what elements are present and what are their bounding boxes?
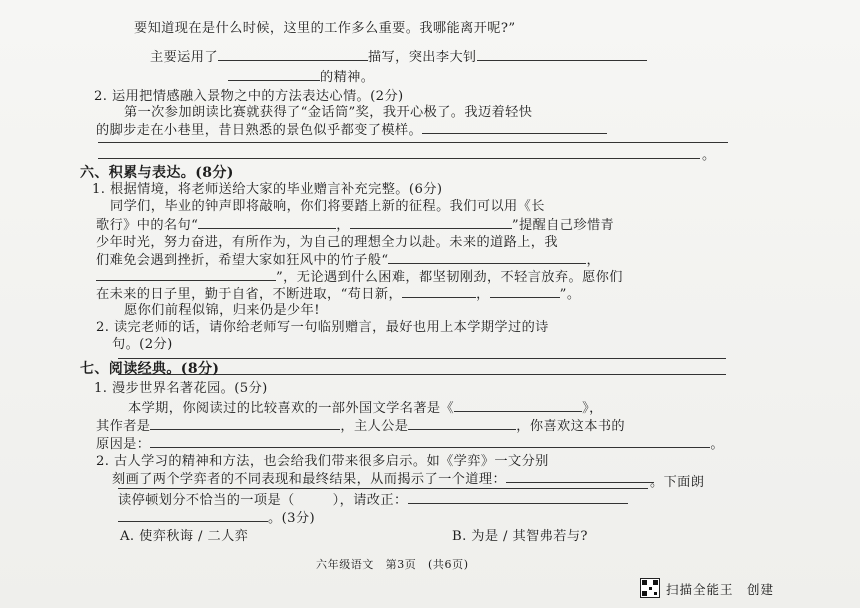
answer-line[interactable] (98, 158, 700, 159)
answer-line[interactable] (118, 358, 726, 359)
passage-line: 在未来的日子里，勤于自省，不断进取，“苟日新， ， ”。 (96, 287, 581, 302)
answer-blank[interactable] (506, 470, 654, 483)
passage-line: 们难免会遇到挫折，希望大家如狂风中的竹子般“ ， (96, 253, 601, 268)
answer-blank[interactable] (422, 121, 607, 134)
answer-blank[interactable] (350, 216, 512, 229)
section-6-title: 六、积累与表达。(8分) (80, 165, 234, 181)
answer-line[interactable] (98, 142, 728, 143)
passage-line: 歌行》中的名句“ ， ”提醒自己珍惜青 (96, 218, 615, 233)
passage-line: 愿你们前程似锦，归来仍是少年! (124, 303, 320, 318)
answer-blank[interactable] (198, 216, 336, 229)
passage-line: 原因是： 。 (96, 437, 724, 452)
answer-blank[interactable] (118, 509, 268, 522)
answer-blank[interactable] (408, 491, 628, 504)
passage-line: 本学期，你阅读过的比较喜欢的一部外国文学名著是《 》， (128, 401, 603, 416)
passage-line: 读停顿划分不恰当的一项是（ ），请改正： (118, 491, 628, 510)
passage-line: 刻画了两个学弈者的不同表现和最终结果，从而揭示了一个道理： (112, 470, 654, 489)
section-7-title: 七、阅读经典。(8分) (80, 361, 220, 377)
page-footer: 六年级语文 第3页 (共6页) (316, 558, 469, 571)
question-2: 2. 运用把情感融入景物之中的方法表达心情。(2分) (94, 89, 404, 104)
passage-line: 少年时光，努力奋进，有所作为，为自己的理想全力以赴。未来的道路上，我 (96, 235, 558, 250)
question-2: 2. 古人学习的精神和方法，也会给我们带来很多启示。如《学弈》一文分别 (96, 454, 549, 469)
answer-blank[interactable] (490, 285, 560, 298)
qr-code-icon (640, 578, 660, 598)
answer-blank[interactable] (388, 251, 586, 264)
answer-blank[interactable] (402, 285, 476, 298)
answer-blank[interactable] (218, 48, 368, 61)
end-mark: 。 (702, 148, 716, 163)
answer-blank[interactable] (408, 417, 516, 430)
answer-blank[interactable] (150, 435, 710, 448)
question-1: 1. 根据情境，将老师送给大家的毕业赠言补充完整。(6分) (92, 182, 443, 197)
passage-line: 其作者是 ，主人公是 ，你喜欢这本书的 (96, 419, 625, 434)
option-b[interactable]: B. 为是 / 其智弗若与? (452, 529, 588, 544)
answer-blank[interactable] (454, 399, 582, 412)
question-2-cont: 句。(2分) (112, 337, 173, 352)
quote-line: 要知道现在是什么时候，这里的工作多么重要。我哪能离开呢?” (134, 21, 516, 36)
passage-line: 第一次参加朗读比赛就获得了“金话筒”奖，我开心极了。我迈着轻快 (124, 105, 533, 120)
answer-blank[interactable] (477, 48, 647, 61)
passage-line: 同学们，毕业的钟声即将敲响，你们将要踏上新的征程。我们可以用《长 (110, 199, 545, 214)
answer-blank[interactable] (228, 68, 320, 81)
answer-line[interactable] (118, 488, 648, 489)
answer-blank[interactable] (150, 417, 340, 430)
scanner-watermark: 扫描全能王 创建 (666, 582, 775, 597)
question-1: 1. 漫步世界名著花园。(5分) (94, 381, 268, 396)
passage-line-end: 。下面朗 (650, 475, 705, 490)
option-a[interactable]: A. 使弈秋诲 / 二人弈 (120, 529, 249, 544)
passage-line: 。(3分) (118, 509, 315, 528)
q1-answer-line-2: 的精神。 (228, 68, 374, 87)
question-2: 2. 读完老师的话，请你给老师写一句临别赠言，最好也用上本学期学过的诗 (96, 320, 549, 335)
passage-line: 的脚步走在小巷里，昔日熟悉的景色似乎都变了模样。 (96, 121, 607, 140)
q1-answer-line: 主要运用了 描写，突出李大钊 (150, 48, 647, 67)
answer-blank[interactable] (96, 268, 276, 281)
passage-line: ”，无论遇到什么困难，都坚韧刚劲，不轻言放弃。愿你们 (96, 268, 623, 287)
